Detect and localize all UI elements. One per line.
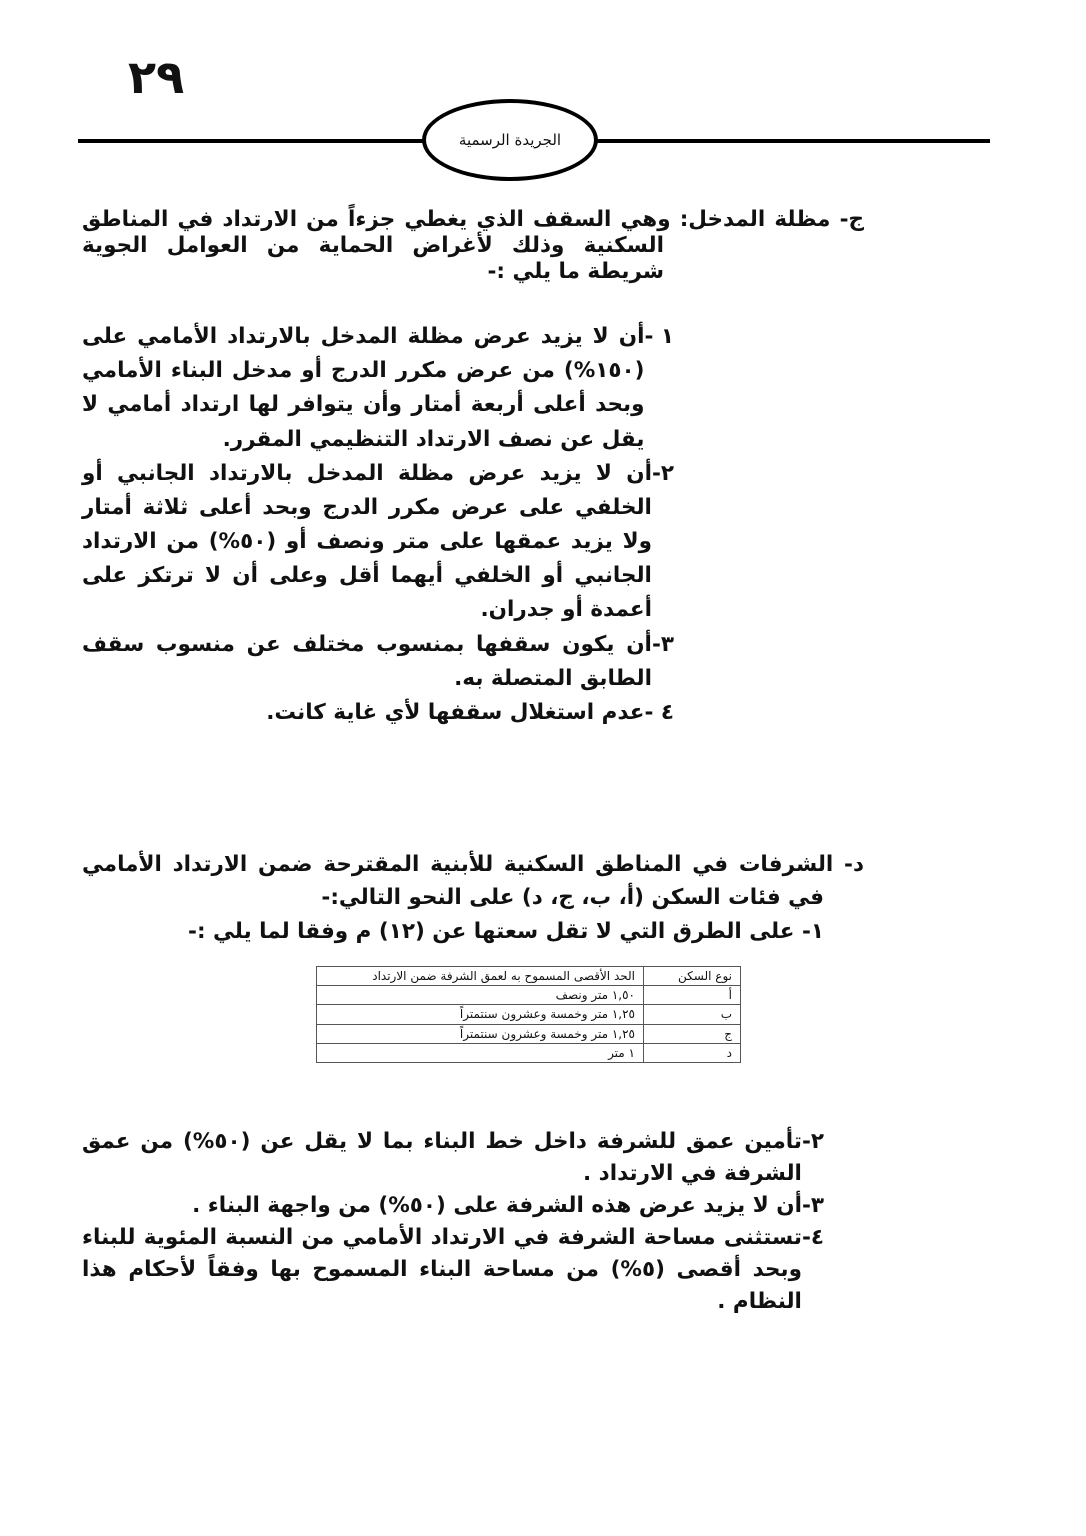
section-c-line-1: ج- مظلة المدخل: وهي السقف الذي يغطي جزءاً من الارتداد في المناطق	[82, 207, 864, 232]
item-number: ٤-	[801, 1225, 824, 1251]
section-d	[82, 848, 864, 948]
cell-depth: ١,٥٠ متر ونصف	[317, 986, 644, 1005]
section-c-item-3	[82, 628, 674, 696]
item-number: ١ -	[644, 324, 674, 349]
table-header-row	[317, 967, 741, 986]
cell-type: ج	[644, 1024, 741, 1043]
table-row	[317, 986, 741, 1005]
gazette-title-oval	[422, 99, 598, 181]
section-c	[82, 207, 864, 284]
item-text: أن لا يزيد عرض مظلة المدخل بالارتداد الأمامي على (١٥٠%) من عرض مكرر الدرج أو مدخل البناء الأمامي وبحد أعلى أربعة أمتار وأن يتوافر لها ارتداد أمامي لا يقل عن نصف الارتداد التنظيمي المقرر.	[82, 324, 645, 452]
gazette-title: الجريدة الرسمية	[458, 131, 562, 149]
section-d-line-2: في فئات السكن (أ، ب، ج، د) على النحو التالي:-	[321, 885, 824, 911]
item-number: ٢-	[651, 460, 674, 486]
section-c-items	[82, 320, 674, 730]
item-number: ٣-	[801, 1193, 824, 1219]
item-number: ٣-	[651, 631, 674, 657]
section-d-item-2	[82, 1126, 824, 1190]
item-text: تأمين عمق للشرفة داخل خط البناء بما لا يقل عن (٥٠%) من عمق الشرفة في الارتداد .	[82, 1129, 802, 1187]
section-c-item-4	[82, 696, 674, 730]
section-d-item-4	[82, 1222, 824, 1318]
table-row	[317, 1043, 741, 1062]
item-text: أن لا يزيد عرض مظلة المدخل بالارتداد الجانبي أو الخلفي على عرض مكرر الدرج وبحد أعلى ثلاثة أمتار ولا يزيد عمقها على متر ونصف أو (٥٠%) من الارتداد الجانبي أو الخلفي أيهما أقل وعلى أن لا ترتكز على أعمدة أو جدران.	[82, 460, 652, 623]
section-c-line-2: السكنية وذلك لأغراض الحماية من العوامل الجوية	[82, 232, 664, 258]
column-header-type: نوع السكن	[644, 967, 741, 986]
item-number: ٤ -	[644, 699, 674, 725]
table-row	[317, 1005, 741, 1024]
item-text: تستثنى مساحة الشرفة في الارتداد الأمامي من النسبة المئوية للبناء وبحد أقصى (٥%) من مساحة البناء المسموح بها وفقاً لأحكام هذا النظام .	[82, 1225, 802, 1315]
section-c-item-2	[82, 457, 674, 628]
cell-depth: ١,٢٥ متر وخمسة وعشرون سنتمتراً	[317, 1005, 644, 1024]
cell-type: د	[644, 1043, 741, 1062]
section-d-item-1: ١- على الطرق التي لا تقل سعتها عن (١٢) م وفقا لما يلي :-	[188, 918, 824, 944]
item-text: أن لا يزيد عرض هذه الشرفة على (٥٠%) من واجهة البناء .	[192, 1193, 802, 1219]
cell-depth: ١,٢٥ متر وخمسة وعشرون سنتمتراً	[317, 1024, 644, 1043]
cell-type: أ	[644, 986, 741, 1005]
section-d-items	[82, 1126, 824, 1318]
item-number: ٢-	[801, 1129, 824, 1154]
cell-depth: ١ متر	[317, 1043, 644, 1062]
column-header-depth: الحد الأقصى المسموح به لعمق الشرفة ضمن الارتداد	[317, 967, 644, 986]
item-text: عدم استغلال سقفها لأي غاية كانت.	[266, 699, 645, 725]
section-d-item-3	[82, 1190, 824, 1222]
balcony-depth-table	[316, 966, 741, 1063]
section-c-item-1	[82, 320, 674, 457]
section-d-line-1: د- الشرفات في المناطق السكنية للأبنية المقترحة ضمن الارتداد الأمامي	[82, 852, 864, 877]
table-row	[317, 1024, 741, 1043]
section-c-line-3: شريطة ما يلي :-	[487, 258, 664, 284]
page-number: ٢٩	[128, 50, 185, 104]
cell-type: ب	[644, 1005, 741, 1024]
item-text: أن يكون سقفها بمنسوب مختلف عن منسوب سقف الطابق المتصلة به.	[82, 631, 652, 691]
